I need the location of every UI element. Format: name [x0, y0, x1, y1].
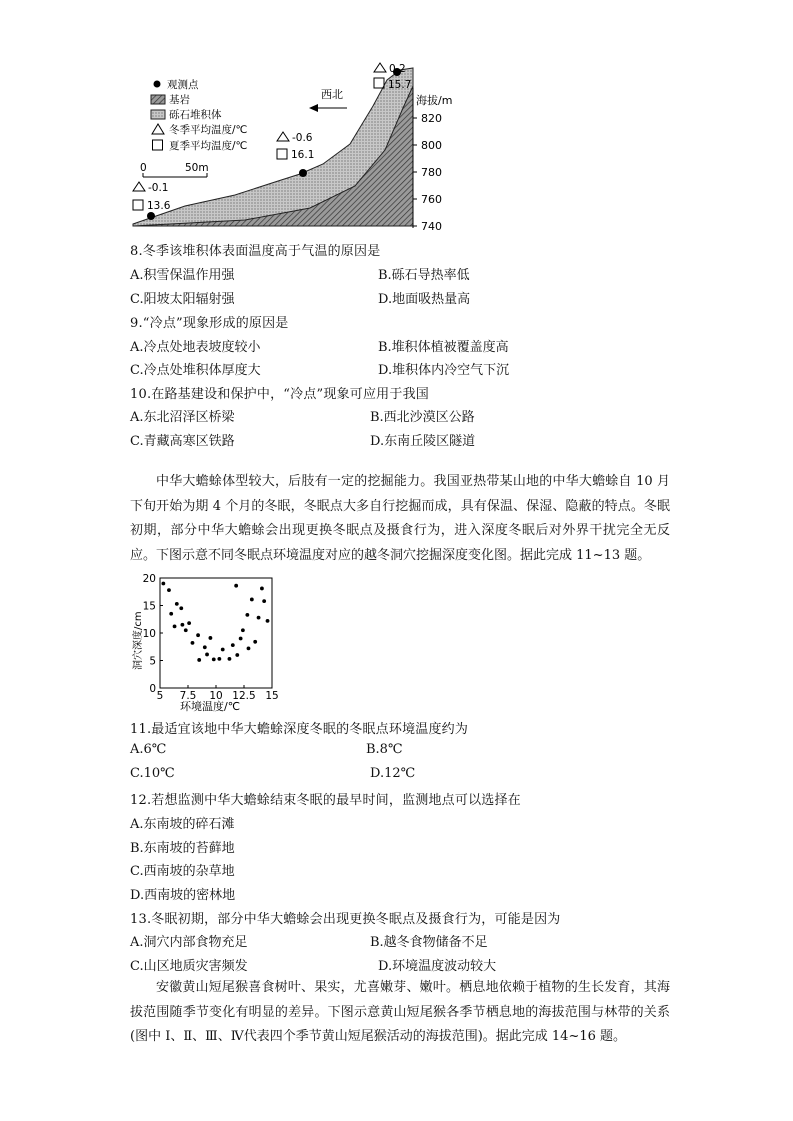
- y-tick-label: 0: [149, 683, 156, 695]
- slope-profile-figure: [125, 58, 470, 236]
- question-12-option-a[interactable]: A.东南坡的碎石滩: [130, 817, 235, 832]
- scale-zero: 0: [140, 162, 147, 174]
- scatter-point: [247, 647, 251, 651]
- question-8-option-b[interactable]: B.砾石导热率低: [378, 268, 470, 283]
- triangle-icon: [277, 132, 289, 141]
- observation-point: [299, 169, 307, 177]
- scatter-point: [203, 645, 207, 649]
- scatter-point: [175, 602, 179, 606]
- x-tick-label: 7.5: [179, 690, 197, 702]
- question-8-stem: 8.冬季该堆积体表面温度高于气温的原因是: [130, 244, 381, 259]
- square-icon: [374, 78, 384, 88]
- question-10-stem: 10.在路基建设和保护中，“冷点”现象可应用于我国: [130, 387, 429, 402]
- question-10-option-c[interactable]: C.青藏高寒区铁路: [130, 434, 235, 449]
- scatter-point: [167, 588, 171, 592]
- question-11-option-d[interactable]: D.12℃: [370, 766, 416, 781]
- scatter-point: [209, 636, 213, 640]
- scatter-point: [241, 628, 245, 632]
- scatter-point: [184, 628, 188, 632]
- direction-label: 西北: [321, 88, 343, 101]
- legend-debris-swatch: [151, 110, 165, 119]
- altitude-tick: 820: [421, 112, 442, 125]
- point2-winter: -0.6: [292, 132, 313, 144]
- scatter-point: [196, 633, 200, 637]
- y-tick-label: 10: [142, 628, 156, 640]
- scatter-point: [262, 599, 266, 603]
- question-11-option-c[interactable]: C.10℃: [130, 766, 175, 781]
- y-tick-label: 20: [142, 573, 156, 585]
- legend-summer: 夏季平均温度/℃: [169, 140, 248, 152]
- x-tick-label: 15: [265, 690, 279, 702]
- altitude-tick: 780: [421, 166, 442, 179]
- question-12-option-c[interactable]: C.西南坡的杂草地: [130, 864, 235, 879]
- legend-point: 观测点: [167, 79, 199, 91]
- passage-toad: [130, 470, 670, 568]
- question-12-option-b[interactable]: B.东南坡的苔藓地: [130, 841, 235, 856]
- scale-length: 50m: [185, 162, 209, 174]
- observation-point: [147, 212, 155, 220]
- question-13-option-b[interactable]: B.越冬食物储备不足: [370, 935, 488, 950]
- question-12-option-d[interactable]: D.西南坡的密林地: [130, 888, 236, 903]
- square-icon: [277, 149, 287, 159]
- scatter-point: [231, 643, 235, 647]
- altitude-tick: 800: [421, 139, 442, 152]
- scatter-point: [212, 658, 216, 662]
- scatter-point: [173, 625, 177, 629]
- arrow-left-icon: [309, 104, 318, 112]
- point1-winter: -0.1: [148, 182, 169, 194]
- scatter-point: [217, 657, 221, 661]
- square-icon: [153, 140, 163, 150]
- question-9-stem: 9.“冷点”现象形成的原因是: [130, 316, 289, 331]
- legend-bedrock-swatch: [151, 95, 165, 104]
- passage-toad-text: 中华大蟾蜍体型较大，后肢有一定的挖掘能力。我国亚热带某山地的中华大蟾蜍自 10 月下旬开始为期 4 个月的冬眠，冬眠点大多自行挖掘而成，具有保温、保湿、隐蔽的特点。冬眠初期，部分中华大蟾蜍会出现更换冬眠点及摄食行为，进入深度冬眠后对外界干扰完全无反应。下图示意不同冬眠点环境温度对应的越冬洞穴挖掘深度变化图。据此完成 11~13 题。: [130, 474, 670, 563]
- point1-summer: 13.6: [147, 200, 171, 212]
- triangle-icon: [374, 63, 386, 72]
- scatter-point: [181, 623, 185, 627]
- scatter-point: [205, 653, 209, 657]
- question-13-stem: 13.冬眠初期，部分中华大蟾蜍会出现更换冬眠点及摄食行为，可能是因为: [130, 912, 561, 927]
- scatter-point: [187, 621, 191, 625]
- question-13-option-c[interactable]: C.山区地质灾害频发: [130, 959, 248, 974]
- x-tick-label: 5: [156, 690, 164, 702]
- x-axis-label: 环境温度/℃: [180, 700, 241, 712]
- question-11-option-a[interactable]: A.6℃: [130, 742, 167, 757]
- question-13-option-d[interactable]: D.环境温度波动较大: [378, 959, 497, 974]
- scatter-point: [197, 658, 201, 662]
- question-13-option-a[interactable]: A.洞穴内部食物充足: [130, 935, 248, 950]
- scatter-point: [161, 582, 165, 586]
- scatter-point: [266, 619, 270, 623]
- question-9-option-d[interactable]: D.堆积体内冷空气下沉: [378, 363, 510, 378]
- question-8-option-c[interactable]: C.阳坡太阳辐射强: [130, 292, 235, 307]
- question-11-option-b[interactable]: B.8℃: [366, 742, 403, 757]
- scatter-point: [221, 648, 225, 652]
- question-9-option-b[interactable]: B.堆积体植被覆盖度高: [378, 340, 509, 355]
- scatter-point: [260, 587, 264, 591]
- point3-summer: 15.7: [388, 79, 412, 91]
- legend-winter: 冬季平均温度/℃: [169, 124, 248, 136]
- legend-bedrock: 基岩: [169, 94, 190, 106]
- scatter-point: [234, 584, 238, 588]
- scatter-point: [257, 616, 261, 620]
- scatter-point: [228, 657, 232, 661]
- x-tick-label: 12.5: [232, 690, 256, 702]
- scatter-point: [239, 637, 243, 641]
- passage-monkey: [130, 976, 670, 1050]
- scatter-point: [245, 613, 249, 617]
- question-10-option-b[interactable]: B.西北沙漠区公路: [370, 410, 475, 425]
- point3-winter: 0.2: [389, 63, 406, 75]
- y-axis-label: 洞穴深度/cm: [133, 611, 144, 670]
- question-10-option-d[interactable]: D.东南丘陵区隧道: [370, 434, 476, 449]
- legend-point-icon: [154, 81, 161, 88]
- point2-summer: 16.1: [291, 149, 315, 161]
- question-8-option-a[interactable]: A.积雪保温作用强: [130, 268, 235, 283]
- altitude-tick: 740: [421, 220, 442, 233]
- triangle-icon: [133, 182, 145, 191]
- scatter-chart: [128, 570, 288, 712]
- question-8-option-d[interactable]: D.地面吸热量高: [378, 292, 471, 307]
- scatter-point: [253, 640, 257, 644]
- scatter-point: [169, 612, 173, 616]
- x-tick-label: 10: [209, 690, 223, 702]
- scatter-point: [191, 641, 195, 645]
- question-10-option-a[interactable]: A.东北沼泽区桥梁: [130, 410, 235, 425]
- scatter-point: [250, 598, 254, 602]
- altitude-axis-label: 海拔/m: [416, 94, 453, 107]
- question-12-stem: 12.若想监测中华大蟾蜍结束冬眠的最早时间，监测地点可以选择在: [130, 793, 521, 808]
- question-9-option-c[interactable]: C.冷点处堆积体厚度大: [130, 363, 261, 378]
- triangle-icon: [152, 124, 164, 134]
- question-9-option-a[interactable]: A.冷点处地表坡度较小: [130, 340, 261, 355]
- scatter-point: [179, 606, 183, 610]
- square-icon: [133, 200, 143, 210]
- legend-debris: 砾石堆积体: [169, 109, 222, 121]
- y-tick-label: 15: [142, 600, 156, 613]
- passage-monkey-text: 安徽黄山短尾猴喜食树叶、果实，尤喜嫩芽、嫩叶。栖息地依赖于植物的生长发育，其海拔范围随季节变化有明显的差异。下图示意黄山短尾猴各季节栖息地的海拔范围与林带的关系(图中 Ⅰ、Ⅱ、Ⅲ、Ⅳ代表四个季节黄山短尾猴活动的海拔范围)。据此完成 14~16 题。: [130, 980, 670, 1044]
- y-tick-label: 5: [149, 655, 156, 668]
- altitude-tick: 760: [421, 193, 442, 206]
- scatter-point: [235, 653, 239, 657]
- question-11-stem: 11.最适宜该地中华大蟾蜍深度冬眠的冬眠点环境温度约为: [130, 722, 469, 737]
